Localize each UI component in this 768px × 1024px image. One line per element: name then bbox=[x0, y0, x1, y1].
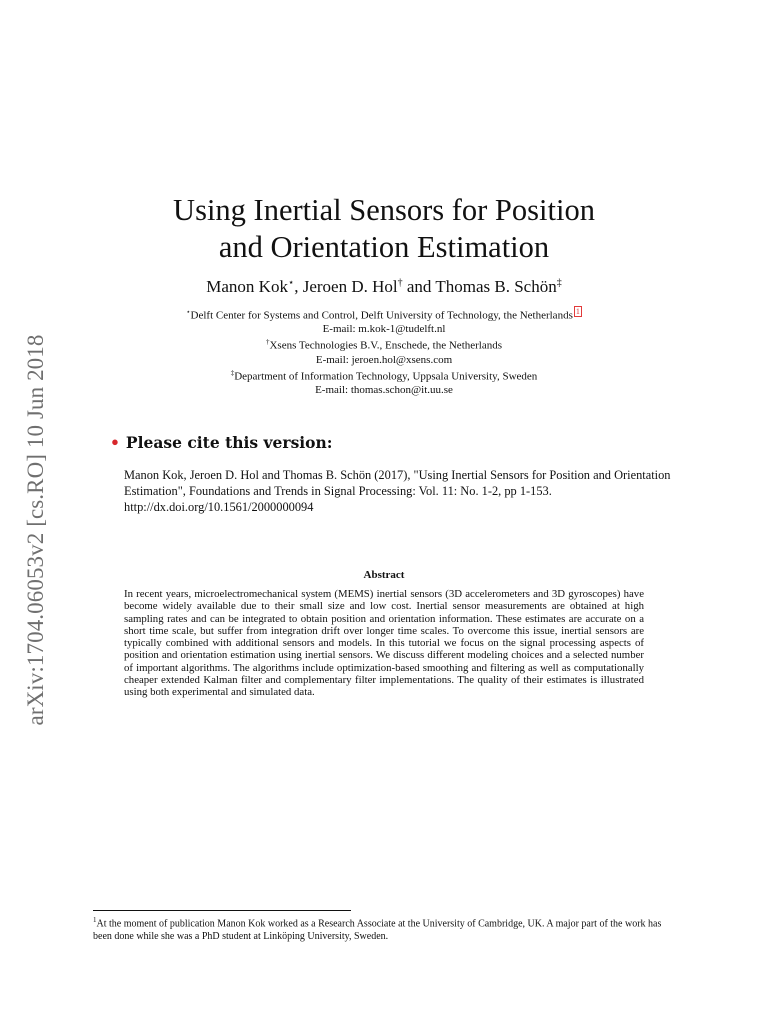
affiliation-email: E-mail: jeroen.hol@xsens.com bbox=[315, 353, 453, 366]
footnote-link[interactable]: 1 bbox=[575, 307, 580, 316]
author-list bbox=[84, 277, 684, 297]
author-mark: † bbox=[397, 277, 403, 289]
affiliation-mark: ‡ bbox=[230, 368, 235, 377]
affiliation-text: Delft Center for Systems and Control, Delft University of Technology, the Netherlands bbox=[190, 309, 573, 322]
cite-heading-text: Please cite this version: bbox=[125, 433, 333, 452]
affiliation-line bbox=[84, 336, 684, 353]
affiliation-line bbox=[84, 367, 684, 384]
author-separator: , bbox=[294, 277, 303, 296]
author-mark: ‡ bbox=[556, 277, 562, 289]
affiliation-mark: ⋆ bbox=[186, 308, 191, 316]
cite-heading bbox=[110, 433, 333, 452]
footnote-mark: 1 bbox=[93, 916, 97, 924]
title-line: Using Inertial Sensors for Position bbox=[173, 193, 595, 227]
bullet-icon: • bbox=[110, 433, 120, 452]
paper-title bbox=[84, 192, 684, 266]
affiliation-text: Xsens Technologies B.V., Enschede, the Netherlands bbox=[269, 340, 503, 353]
abstract-heading: Abstract bbox=[363, 569, 405, 581]
citation-text: Manon Kok, Jeroen D. Hol and Thomas B. Schön (2017), "Using Inertial Sensors for Position and Orientation Estimation", Foundations and Trends in Signal Processing: Vol. 11: No. 1-2, pp 1-153. http://dx.doi.org/10.1561/2000000094 bbox=[124, 468, 671, 514]
arxiv-identifier-stamp: arXiv:1704.06053v2 [cs.RO] 10 Jun 2018 bbox=[23, 334, 48, 726]
footnote-text: At the moment of publication Manon Kok worked as a Research Associate at the University of Cambridge, UK. A major part of the work has been done while she was a PhD student at Linköping University, Sweden. bbox=[93, 918, 662, 942]
author-name: Jeroen D. Hol bbox=[302, 277, 398, 296]
affiliation-text: Department of Information Technology, Uppsala University, Sweden bbox=[234, 370, 538, 383]
footnote bbox=[93, 914, 676, 944]
author-separator: and bbox=[402, 277, 436, 296]
footnote-rule bbox=[93, 910, 351, 911]
author-name: Thomas B. Schön bbox=[435, 277, 557, 296]
affiliation-line bbox=[84, 306, 684, 323]
abstract-text: In recent years, microelectromechanical system (MEMS) inertial sensors (3D accelerometers and 3D gyroscopes) have become widely available due to their small size and low cost. Inertial sensor measurements are obtained at high sampling rates and can be integrated to obtain position and orientation information. These estimates are accurate on a short time scale, but suffer from integration drift over longer time scales. To overcome this issue, inertial sensors are typically combined with additional sensors and models. In this tutorial we focus on the signal processing aspects of position and orientation estimation using inertial sensors. We discuss different modeling choices and a selected number of important algorithms. The algorithms include optimization-based smoothing and filtering as well as computationally cheaper extended Kalman filter and complementary filter implementations. The quality of their estimates is illustrated using both experimental and simulated data. bbox=[124, 588, 644, 698]
author-mark: ⋆ bbox=[287, 277, 295, 289]
affiliation-email: E-mail: m.kok-1@tudelft.nl bbox=[322, 323, 446, 336]
affiliation-email: E-mail: thomas.schon@it.uu.se bbox=[315, 384, 453, 396]
title-line: and Orientation Estimation bbox=[218, 230, 550, 264]
affiliation-mark: † bbox=[265, 338, 270, 347]
author-name: Manon Kok bbox=[206, 277, 288, 296]
affiliations bbox=[84, 306, 684, 397]
